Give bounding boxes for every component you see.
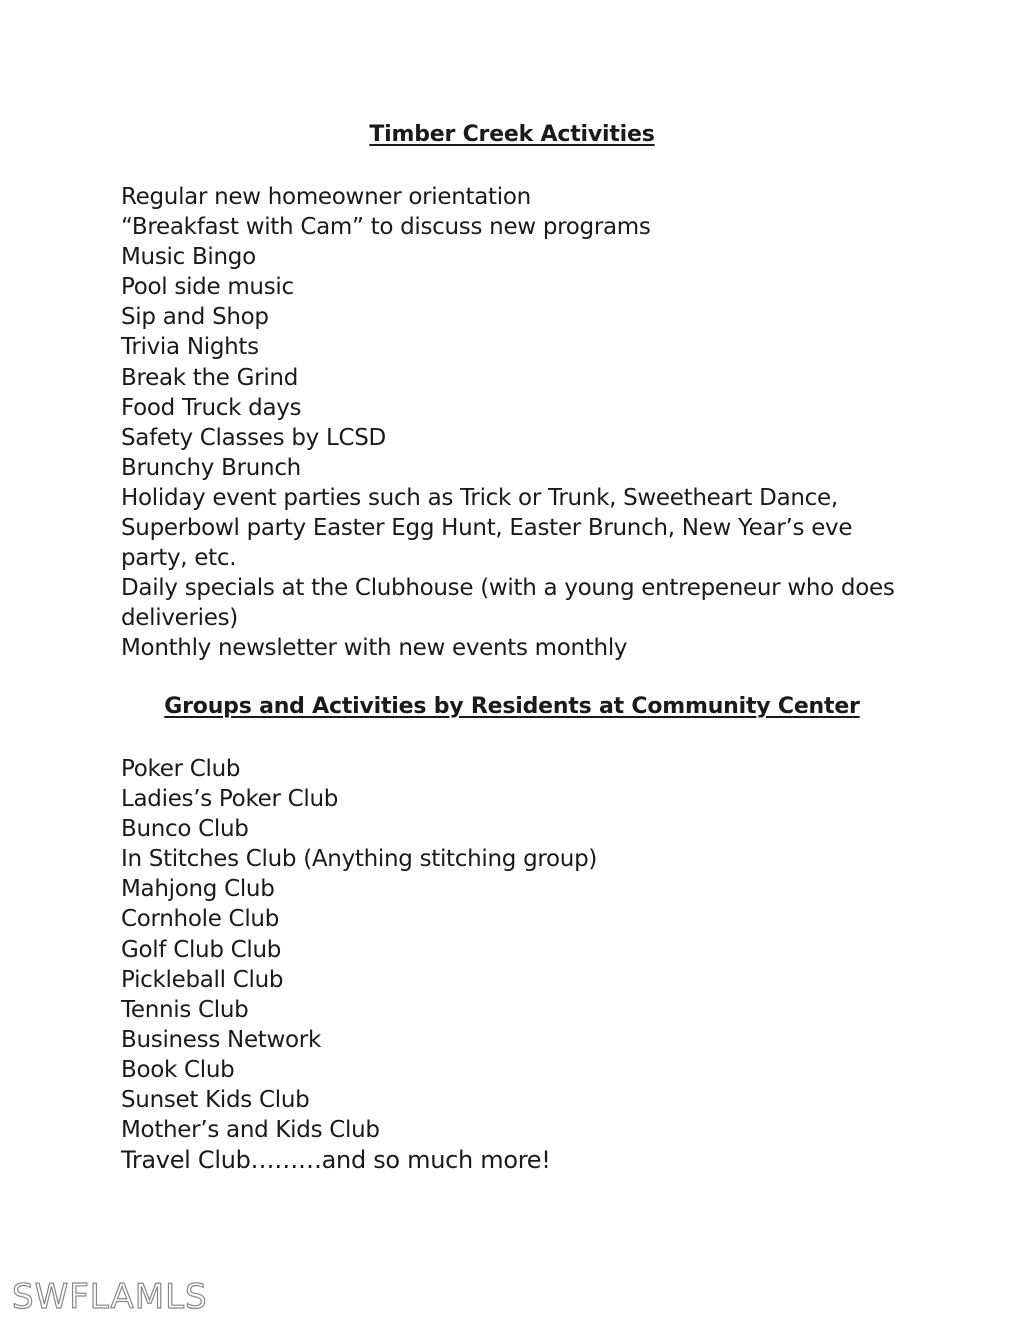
list-item: Mahjong Club (121, 876, 275, 903)
list-item: Business Network (121, 1026, 321, 1053)
list-item: Music Bingo (121, 244, 256, 271)
list-item: Holiday event parties such as Trick or Trunk, Sweetheart Dance, Superbowl party Easter Egg Hunt, Easter Brunch, New Year’s eve party, etc. (121, 484, 853, 572)
list-item: Daily specials at the Clubhouse (with a young entrepeneur who does deliveries) (121, 575, 895, 632)
list-item: Travel Club………and so much more! (121, 1146, 551, 1175)
list-item: Pickleball Club (121, 966, 284, 993)
section-heading-timber-creek-activities: Timber Creek Activities (369, 122, 655, 147)
list-item: Tennis Club (121, 996, 249, 1023)
list-item: Bunco Club (121, 816, 249, 843)
list-item: Food Truck days (121, 394, 302, 421)
list-item: In Stitches Club (Anything stitching group) (121, 846, 598, 873)
list-item: Mother’s and Kids Club (121, 1117, 380, 1144)
list-item: Pool side music (121, 274, 294, 301)
list-item: Sip and Shop (121, 304, 269, 331)
list-item: Book Club (121, 1056, 235, 1083)
list-item: Regular new homeowner orientation (121, 184, 531, 210)
watermark-logo: SWFLAMLS (12, 1277, 208, 1317)
resident-groups-list (121, 754, 921, 1175)
list-item: Cornhole Club (121, 906, 279, 933)
list-item: Poker Club (121, 756, 241, 782)
timber-creek-activities-list (121, 182, 921, 664)
list-item: Monthly newsletter with new events monthly (121, 635, 628, 662)
list-item: Golf Club Club (121, 936, 282, 963)
section-heading-groups-and-activities: Groups and Activities by Residents at Community Center (164, 694, 860, 719)
list-item: Brunchy Brunch (121, 454, 301, 481)
list-item: Trivia Nights (121, 334, 259, 361)
list-item: “Breakfast with Cam” to discuss new programs (121, 214, 651, 241)
list-item: Sunset Kids Club (121, 1087, 310, 1114)
list-item: Ladies’s Poker Club (121, 786, 339, 813)
list-item: Break the Grind (121, 364, 299, 391)
list-item: Safety Classes by LCSD (121, 424, 386, 451)
